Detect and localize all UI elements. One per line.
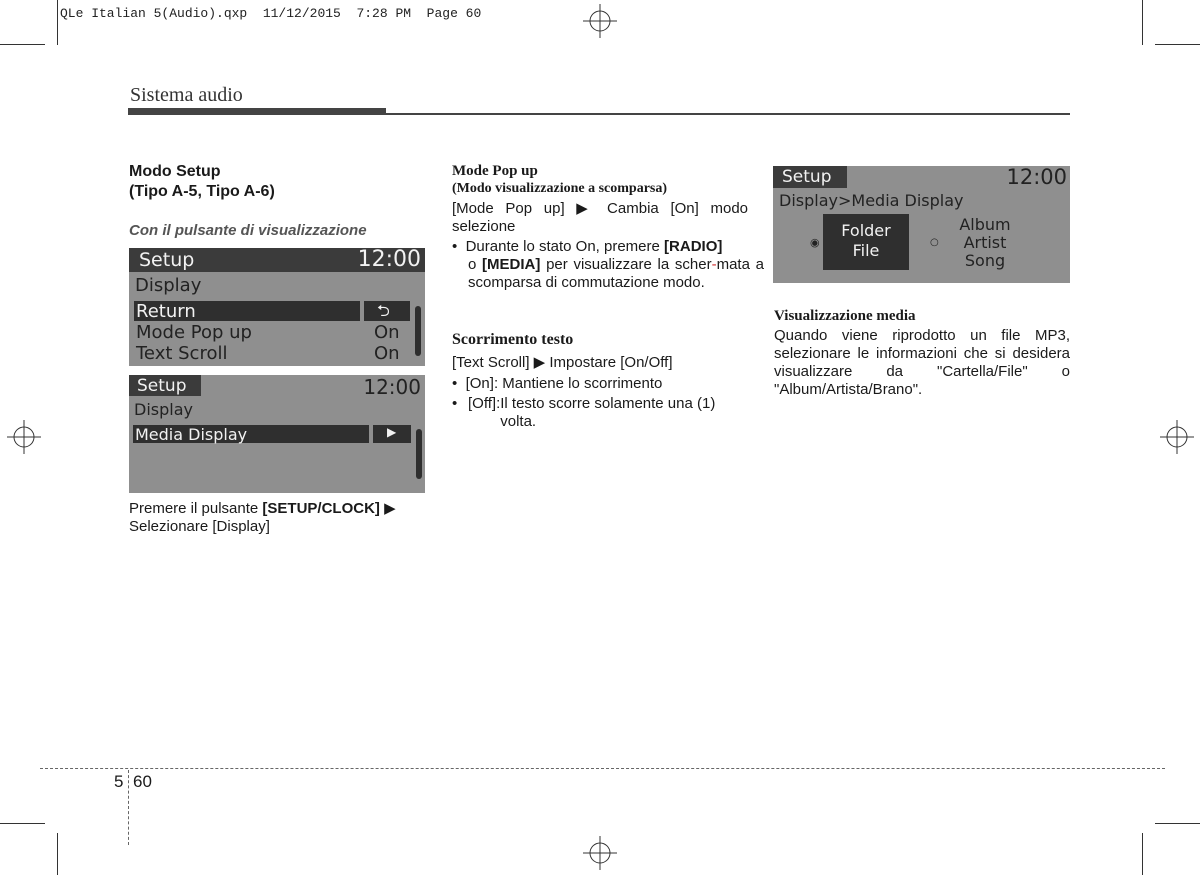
heading-line: (Tipo A-5, Tipo A-6) [129,183,275,200]
page-number: 60 [133,772,152,791]
bullet-dot: • [452,395,458,412]
subheading-display-button: Con il pulsante di visualizzazione [129,222,367,239]
caption-text: Premere il pulsante [129,500,263,517]
lcd-scrollbar[interactable] [416,429,422,479]
registration-mark-icon [583,4,617,38]
heading-line: (Modo visualizzazione a scomparsa) [452,181,668,196]
lcd-clock: 12:00 [357,248,421,272]
registration-mark-icon [1160,420,1194,454]
heading-visualizzazione-media: Visualizzazione media [774,308,916,324]
lcd-title: Setup [782,167,832,187]
section-title: Sistema audio [130,84,243,106]
crop-mark [57,0,58,45]
bullet-text: [On]: Mantiene lo scorrimento [465,375,663,392]
print-slug: QLe Italian 5(Audio).qxp 11/12/2015 7:28 PM Page 60 [60,6,482,21]
option-line: File [852,241,880,260]
hyphen: - [711,256,717,273]
lcd-clock: 12:00 [1006,166,1067,189]
caption-setup-clock [129,500,429,536]
lcd-title: Setup [139,249,195,271]
lcd-screen-media-display-options [773,166,1070,283]
bullet-on [452,375,768,393]
crop-mark [0,823,45,824]
lcd-screen-media-display-menu [129,375,425,493]
arrow-right-icon[interactable]: ▶ [387,425,397,439]
crop-mark [1155,44,1200,45]
footer-dashed-rule [40,768,1165,769]
chapter-number: 5 [114,772,124,791]
lcd-title: Setup [137,376,187,396]
crop-mark [57,833,58,875]
bullet-text: Durante lo stato On, premere [465,238,665,255]
lcd-value-text-scroll: On [374,343,400,364]
option-line: Album [959,215,1011,234]
return-icon[interactable]: ⮌ [377,301,390,320]
footer-dashed-divider [128,770,129,845]
lcd-screen-display-menu [129,248,425,366]
option-line: Song [964,251,1006,270]
heading-scorrimento-testo: Scorrimento testo [452,331,574,348]
bullet-dot: • [452,238,466,255]
heading-line: Modo Setup [129,163,221,180]
lcd-row-return[interactable]: Return [136,301,196,322]
bullet-mode-pop-up [452,238,764,292]
bullet-text: Il testo scorre solamente una (1) volta. [500,395,716,430]
crop-mark [1155,823,1200,824]
heading-line: Mode Pop up [452,163,538,179]
caption-text: Selezionare [Display] [129,518,270,535]
radio-selected-icon[interactable]: ◉ [810,236,820,249]
crop-mark [0,44,45,45]
option-line: Artist [963,233,1007,252]
caption-button-name: [SETUP/CLOCK] [262,500,380,517]
registration-mark-icon [7,420,41,454]
lcd-value-mode-pop-up: On [374,322,400,343]
lcd-row-media-display[interactable]: Media Display [135,425,248,444]
option-album-artist-song[interactable] [945,216,1025,270]
lcd-row-display: Display [134,400,193,419]
bullet-off [452,395,752,431]
button-name-radio: [RADIO] [664,238,723,255]
option-line: Folder [841,221,891,240]
para-text-scroll: [Text Scroll] ▶ Impostare [On/Off] [452,354,673,371]
radio-unselected-icon[interactable]: ○ [930,237,939,248]
lcd-path: Display>Media Display [779,191,964,210]
lcd-scrollbar[interactable] [415,306,421,356]
para-visualizzazione-media: Quando viene riprodotto un file MP3, selezionare le informazioni che si desidera visualizzare da "Cartella/File" o "Album/Artista/Brano". [774,327,1070,398]
bullet-label: [Off]: [468,395,501,412]
bullet-text: mata a scomparsa di commutazione modo. [468,256,764,291]
header-rule-thin [386,113,1070,115]
caption-arrow: ▶ [379,500,396,517]
header-rule-thick [128,108,386,115]
lcd-clock: 12:00 [363,375,421,399]
bullet-text: per visualizzare la scher [540,256,712,273]
button-name-media: [MEDIA] [482,256,541,273]
para-mode-pop-up: [Mode Pop up] ▶ Cambia [On] modo selezione [452,200,748,235]
crop-mark [1142,0,1143,45]
crop-mark [1142,833,1143,875]
bullet-dot: • [452,375,466,392]
bullet-text: o [468,256,483,273]
heading-modo-setup [129,162,419,202]
lcd-row-mode-pop-up[interactable]: Mode Pop up [136,322,252,343]
heading-mode-pop-up [452,162,752,198]
option-folder-file[interactable] [823,221,909,261]
lcd-row-display: Display [135,275,202,296]
lcd-row-text-scroll[interactable]: Text Scroll [136,343,228,364]
registration-mark-icon [583,836,617,870]
